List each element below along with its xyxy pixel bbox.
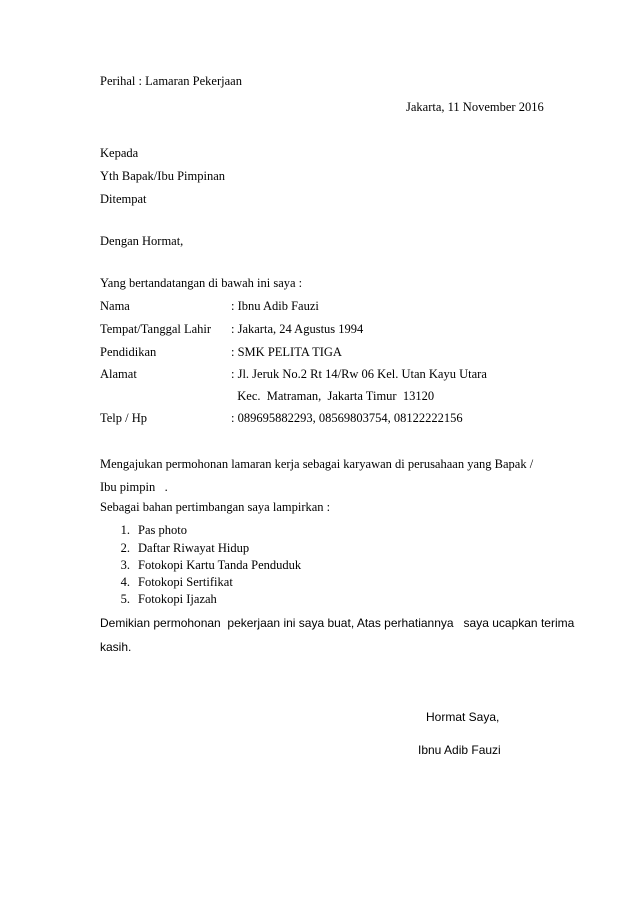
identity-value: : SMK PELITA TIGA (231, 345, 342, 359)
list-item-number: 1. (120, 523, 130, 537)
greeting: Dengan Hormat, (100, 234, 184, 248)
identity-label: Telp / Hp (100, 411, 148, 425)
list-item-text: Fotokopi Kartu Tanda Penduduk (138, 558, 302, 572)
identity-value: : Jl. Jeruk No.2 Rt 14/Rw 06 Kel. Utan Kayu Utara (231, 367, 487, 381)
list-item (112, 558, 301, 573)
body-line-1: Mengajukan permohonan lamaran kerja sebagai karyawan di perusahaan yang Bapak / (100, 457, 534, 471)
body-line-2: Ibu pimpin . (100, 480, 168, 494)
list-item-number: 5. (120, 592, 130, 606)
place-date: Jakarta, 11 November 2016 (406, 100, 544, 114)
list-item-number: 3. (120, 558, 130, 572)
body-line-3: Sebagai bahan pertimbangan saya lampirkan : (100, 500, 331, 514)
list-item-number: 2. (120, 541, 130, 555)
identity-label: Tempat/Tanggal Lahir (100, 322, 212, 336)
signature-salutation: Hormat Saya, (426, 710, 500, 724)
list-item (112, 523, 187, 538)
list-item-number: 4. (120, 575, 130, 589)
signature-name: Ibnu Adib Fauzi (418, 743, 501, 757)
identity-label: Nama (100, 299, 130, 313)
list-item (112, 541, 249, 556)
subject-line: Perihal : Lamaran Pekerjaan (100, 74, 242, 88)
identity-value: : Jakarta, 24 Agustus 1994 (231, 322, 364, 336)
list-item-text: Fotokopi Sertifikat (138, 575, 233, 589)
list-item-text: Pas photo (138, 523, 187, 537)
identity-value: : 089695882293, 08569803754, 08122222156 (231, 411, 463, 425)
identity-label: Pendidikan (100, 345, 157, 359)
intro-line: Yang bertandatangan di bawah ini saya : (100, 276, 303, 290)
recipient-line-1: Kepada (100, 146, 139, 160)
list-item (112, 575, 233, 590)
identity-label: Alamat (100, 367, 137, 381)
recipient-line-2: Yth Bapak/Ibu Pimpinan (100, 169, 225, 183)
list-item (112, 592, 217, 607)
closing-line-2: kasih. (100, 640, 132, 654)
identity-value: Kec. Matraman, Jakarta Timur 13120 (231, 389, 435, 403)
list-item-text: Daftar Riwayat Hidup (138, 541, 250, 555)
closing-line-1: Demikian permohonan pekerjaan ini saya buat, Atas perhatiannya saya ucapkan terima (100, 616, 575, 630)
recipient-line-3: Ditempat (100, 192, 147, 206)
identity-value: : Ibnu Adib Fauzi (231, 299, 319, 313)
list-item-text: Fotokopi Ijazah (138, 592, 217, 606)
